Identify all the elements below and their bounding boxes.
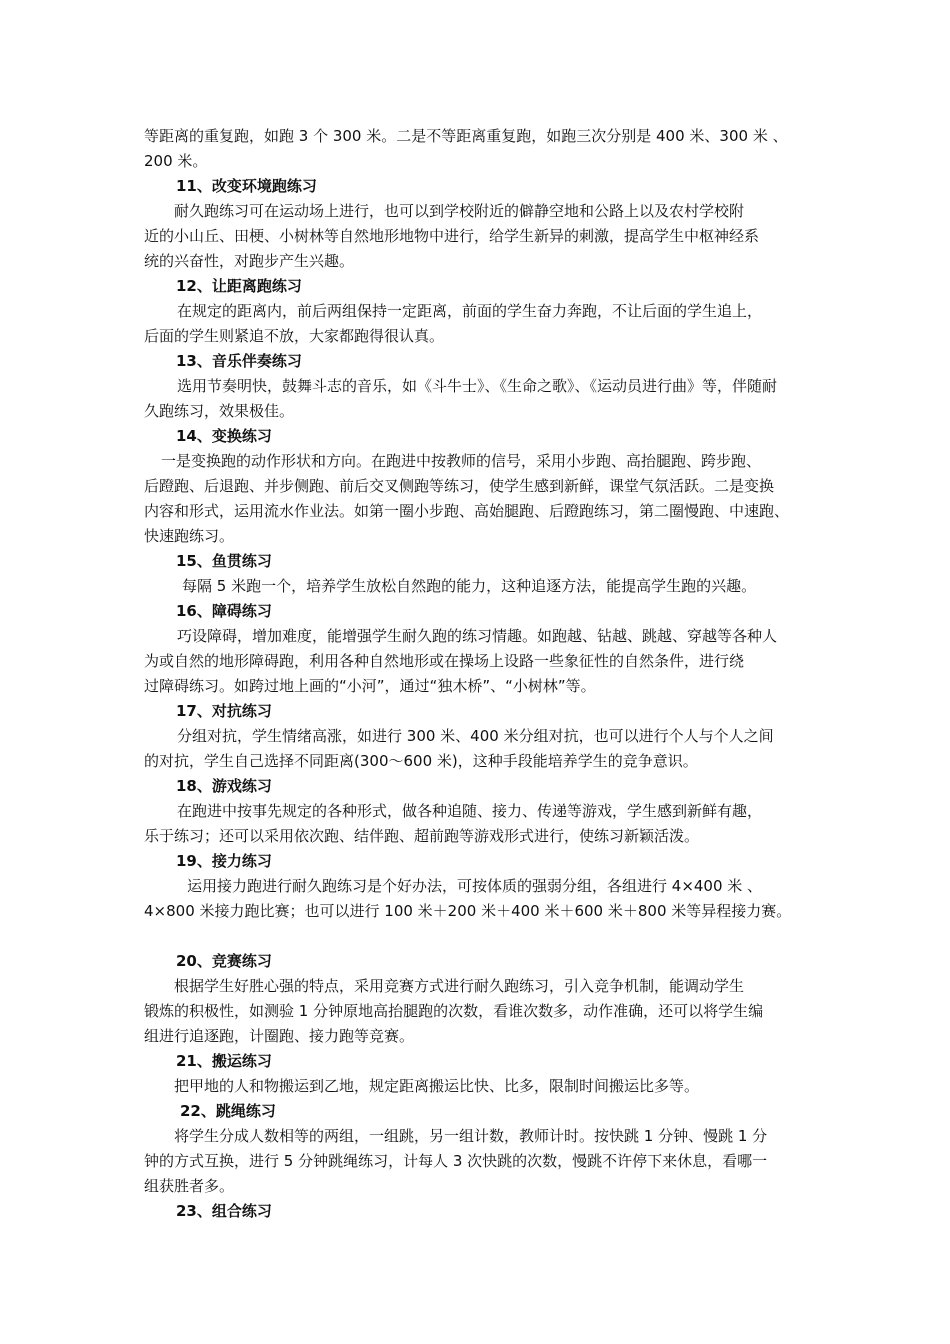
section-heading: 16、障碍练习 xyxy=(176,602,272,620)
body-text: 运用接力跑进行耐久跑练习是个好办法，可按体质的强弱分组，各组进行 4×400 米 、 xyxy=(187,877,763,895)
section-heading: 17、对抗练习 xyxy=(176,702,272,720)
section-heading: 21、搬运练习 xyxy=(176,1052,272,1070)
body-text: 内容和形式，运用流水作业法。如第一圈小步跑、高始腿跑、后蹬跑练习，第二圈慢跑、中速跑、 xyxy=(144,502,790,520)
body-text: 在跑进中按事先规定的各种形式，做各种追随、接力、传递等游戏，学生感到新鲜有趣， xyxy=(177,802,763,820)
body-text: 在规定的距离内，前后两组保持一定距离，前面的学生奋力奔跑，不让后面的学生追上， xyxy=(177,302,763,320)
body-text: 将学生分成人数相等的两组，一组跳，另一组计数，教师计时。按快跳 1 分钟、慢跳 1 分 xyxy=(174,1127,768,1145)
body-text: 巧设障碍，增加难度，能增强学生耐久跑的练习情趣。如跑越、钻越、跳越、穿越等各种人 xyxy=(177,627,778,645)
section-heading: 12、让距离跑练习 xyxy=(176,277,302,295)
section-heading: 14、变换练习 xyxy=(176,427,272,445)
section-heading: 22、跳绳练习 xyxy=(180,1102,276,1120)
body-text: 后面的学生则紧追不放，大家都跑得很认真。 xyxy=(144,327,445,345)
body-text: 根据学生好胜心强的特点，采用竞赛方式进行耐久跑练习，引入竞争机制，能调动学生 xyxy=(174,977,745,995)
section-heading: 18、游戏练习 xyxy=(176,777,272,795)
body-text: 等距离的重复跑，如跑 3 个 300 米。二是不等距离重复跑，如跑三次分别是 400 米、300 米 、 xyxy=(144,127,788,145)
body-text: 锻炼的积极性，如测验 1 分钟原地高抬腿跑的次数，看谁次数多，动作准确，还可以将学生编 xyxy=(144,1002,764,1020)
body-text: 4×800 米接力跑比赛；也可以进行 100 米＋200 米＋400 米＋600 米＋800 米等异程接力赛。 xyxy=(144,902,792,920)
section-heading: 15、鱼贯练习 xyxy=(176,552,272,570)
body-text: 乐于练习；还可以采用依次跑、结伴跑、超前跑等游戏形式进行，使练习新颖活泼。 xyxy=(144,827,700,845)
body-text: 一是变换跑的动作形状和方向。在跑进中按教师的信号，采用小步跑、高抬腿跑、跨步跑、 xyxy=(161,452,762,470)
body-text: 把甲地的人和物搬运到乙地，规定距离搬运比快、比多，限制时间搬运比多等。 xyxy=(174,1077,700,1095)
blank-line xyxy=(144,924,816,949)
body-text: 钟的方式互换，进行 5 分钟跳绳练习，计每人 3 次快跳的次数，慢跳不许停下来休息，看哪一 xyxy=(144,1152,768,1170)
body-text: 每隔 5 米跑一个，培养学生放松自然跑的能力，这种追逐方法，能提高学生跑的兴趣。 xyxy=(182,577,757,595)
section-heading: 23、组合练习 xyxy=(176,1202,272,1220)
body-text: 近的小山丘、田梗、小树林等自然地形地物中进行，给学生新异的刺激，提高学生中枢神经系 xyxy=(144,227,760,245)
body-text: 统的兴奋性，对跑步产生兴趣。 xyxy=(144,252,355,270)
body-text: 组获胜者多。 xyxy=(144,1177,235,1195)
body-text: 的对抗，学生自己选择不同距离(300～600 米)，这种手段能培养学生的竞争意识。 xyxy=(144,752,698,770)
section-heading: 11、改变环境跑练习 xyxy=(176,177,317,195)
document-body xyxy=(144,124,816,1224)
body-text: 耐久跑练习可在运动场上进行，也可以到学校附近的僻静空地和公路上以及农村学校附 xyxy=(174,202,745,220)
body-text: 过障碍练习。如跨过地上画的“小河”，通过“独木桥”、“小树林”等。 xyxy=(144,677,596,695)
body-text: 200 米。 xyxy=(144,152,208,170)
body-text: 为或自然的地形障碍跑，利用各种自然地形或在操场上设路一些象征性的自然条件，进行绕 xyxy=(144,652,745,670)
body-text: 快速跑练习。 xyxy=(144,527,235,545)
body-text: 分组对抗，学生情绪高涨，如进行 300 米、400 米分组对抗，也可以进行个人与个人之间 xyxy=(177,727,774,745)
section-heading: 20、竞赛练习 xyxy=(176,952,272,970)
body-text: 选用节奏明快，鼓舞斗志的音乐，如《斗牛士》、《生命之歌》、《运动员进行曲》等，伴随耐 xyxy=(177,377,778,395)
body-text: 后蹬跑、后退跑、并步侧跑、前后交叉侧跑等练习，使学生感到新鲜，课堂气氛活跃。二是变换 xyxy=(144,477,775,495)
section-heading: 19、接力练习 xyxy=(176,852,272,870)
section-heading: 13、音乐伴奏练习 xyxy=(176,352,302,370)
body-text: 组进行追逐跑，计圈跑、接力跑等竞赛。 xyxy=(144,1027,415,1045)
body-text: 久跑练习，效果极佳。 xyxy=(144,402,295,420)
